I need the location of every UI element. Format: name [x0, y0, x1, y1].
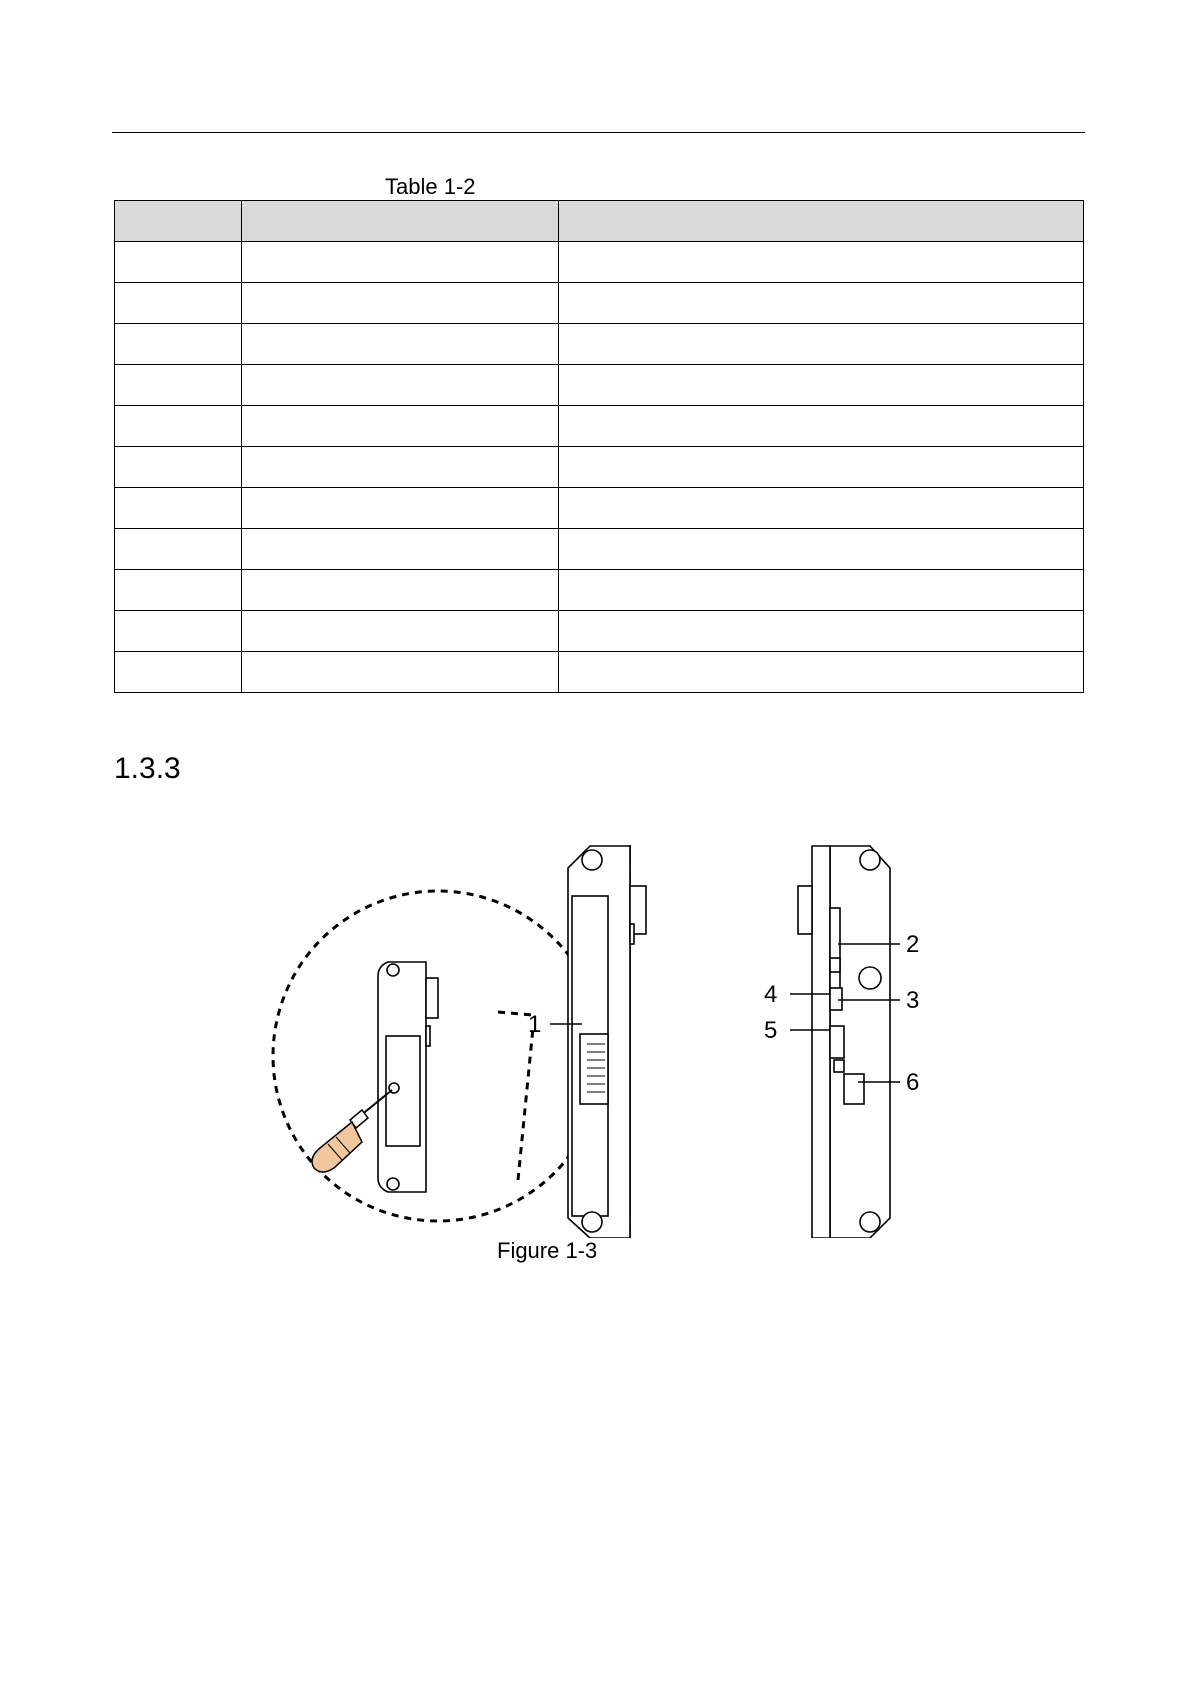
table-row [115, 242, 1084, 283]
table-cell [242, 652, 559, 693]
table-header-cell [115, 201, 242, 242]
table-cell [242, 570, 559, 611]
table-cell [242, 324, 559, 365]
detail-device [378, 962, 438, 1192]
table-row [115, 447, 1084, 488]
table-cell [559, 324, 1084, 365]
table-cell [559, 529, 1084, 570]
header-rule [112, 132, 1085, 133]
table-row [115, 365, 1084, 406]
table-row [115, 488, 1084, 529]
device-side-view-figure [250, 838, 970, 1238]
callout-6: 6 [906, 1069, 920, 1096]
table-cell [559, 488, 1084, 529]
callout-5: 5 [764, 1017, 778, 1044]
table-cell [242, 406, 559, 447]
table-cell [559, 652, 1084, 693]
table-row [115, 324, 1084, 365]
table-row [115, 611, 1084, 652]
table-cell [115, 242, 242, 283]
table-cell [242, 365, 559, 406]
callout-2: 2 [906, 931, 920, 958]
table-cell [115, 488, 242, 529]
table-cell [242, 488, 559, 529]
table-cell [559, 611, 1084, 652]
table-cell [559, 283, 1084, 324]
table-row [115, 283, 1084, 324]
table-cell [559, 365, 1084, 406]
callout-3: 3 [906, 987, 920, 1014]
table-cell [115, 570, 242, 611]
table-cell [115, 447, 242, 488]
table-cell [115, 365, 242, 406]
table-cell [559, 570, 1084, 611]
callout-1: 1 [528, 1011, 542, 1038]
table-row [115, 406, 1084, 447]
table-row [115, 529, 1084, 570]
table-header-cell [559, 201, 1084, 242]
figure-caption: Figure 1-3 [497, 1238, 598, 1263]
table-cell [115, 652, 242, 693]
table-row [115, 652, 1084, 693]
table-caption: Table 1-2 [385, 174, 476, 199]
table-cell [242, 283, 559, 324]
table-cell [115, 611, 242, 652]
table-header-cell [242, 201, 559, 242]
section-heading: 1.3.3 [114, 752, 181, 785]
table-cell [559, 406, 1084, 447]
table-row [115, 570, 1084, 611]
table-cell [115, 529, 242, 570]
table-cell [242, 447, 559, 488]
table-cell [242, 529, 559, 570]
table-cell [242, 611, 559, 652]
table-cell [242, 242, 559, 283]
table-header-row [115, 201, 1084, 242]
table-cell [115, 406, 242, 447]
callout-4: 4 [764, 981, 778, 1008]
table-cell [559, 242, 1084, 283]
spec-table [114, 200, 1084, 693]
right-device [798, 846, 890, 1238]
table-cell [115, 324, 242, 365]
middle-device [568, 846, 646, 1238]
table-cell [559, 447, 1084, 488]
table-cell [115, 283, 242, 324]
